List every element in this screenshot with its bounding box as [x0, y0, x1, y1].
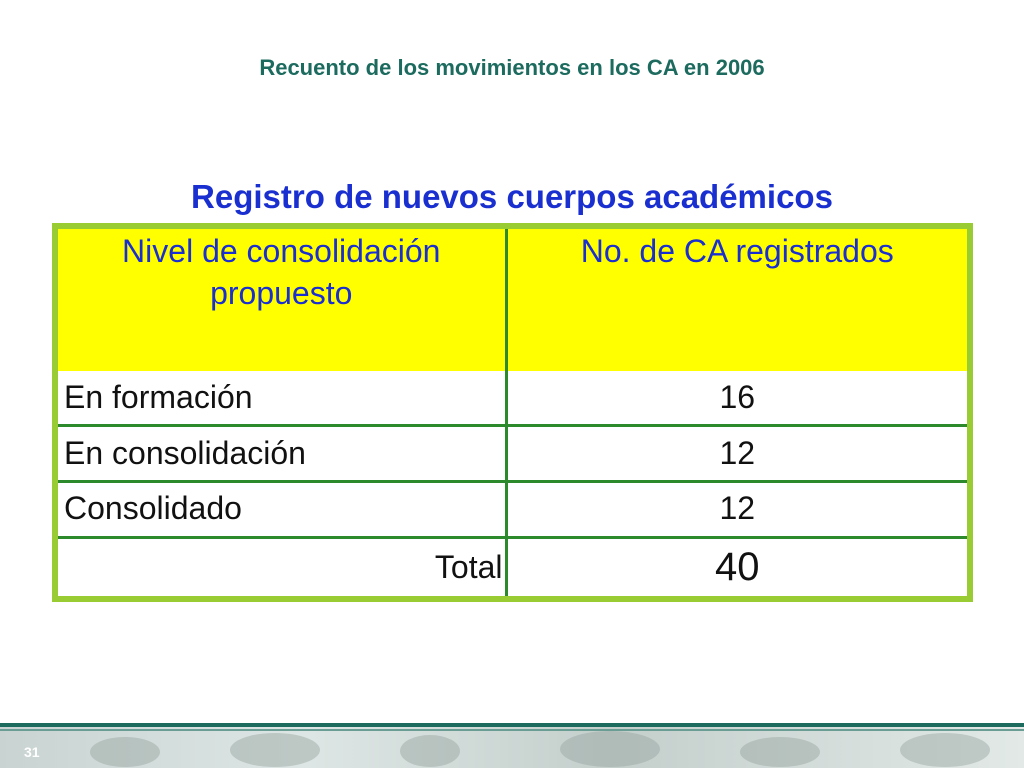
table-row	[58, 425, 967, 481]
row-value: 12	[506, 425, 967, 481]
footer-decoration	[230, 733, 320, 767]
total-value: 40	[506, 537, 967, 596]
footer-decoration	[900, 733, 990, 767]
row-label: Consolidado	[58, 481, 506, 537]
table-header-row	[58, 229, 967, 371]
footer-decoration	[560, 731, 660, 767]
row-label: En consolidación	[58, 425, 506, 481]
table-row	[58, 481, 967, 537]
footer-divider	[0, 723, 1024, 727]
row-label: En formación	[58, 371, 506, 425]
footer-divider-light	[0, 729, 1024, 731]
slide-title: Recuento de los movimientos en los CA en 2006	[259, 55, 765, 80]
total-label: Total	[58, 537, 506, 596]
table-row	[58, 371, 967, 425]
page-number: 31	[24, 744, 40, 760]
footer-decoration	[740, 737, 820, 767]
footer-decoration	[400, 735, 460, 767]
row-value: 16	[506, 371, 967, 425]
footer-decoration	[90, 737, 160, 767]
total-row	[58, 537, 967, 596]
consolidation-table	[52, 223, 973, 602]
table-heading: Registro de nuevos cuerpos académicos	[191, 178, 833, 215]
column-header-count: No. de CA registrados	[506, 229, 967, 371]
row-value: 12	[506, 481, 967, 537]
column-header-level: Nivel de consolidación propuesto	[58, 229, 506, 371]
